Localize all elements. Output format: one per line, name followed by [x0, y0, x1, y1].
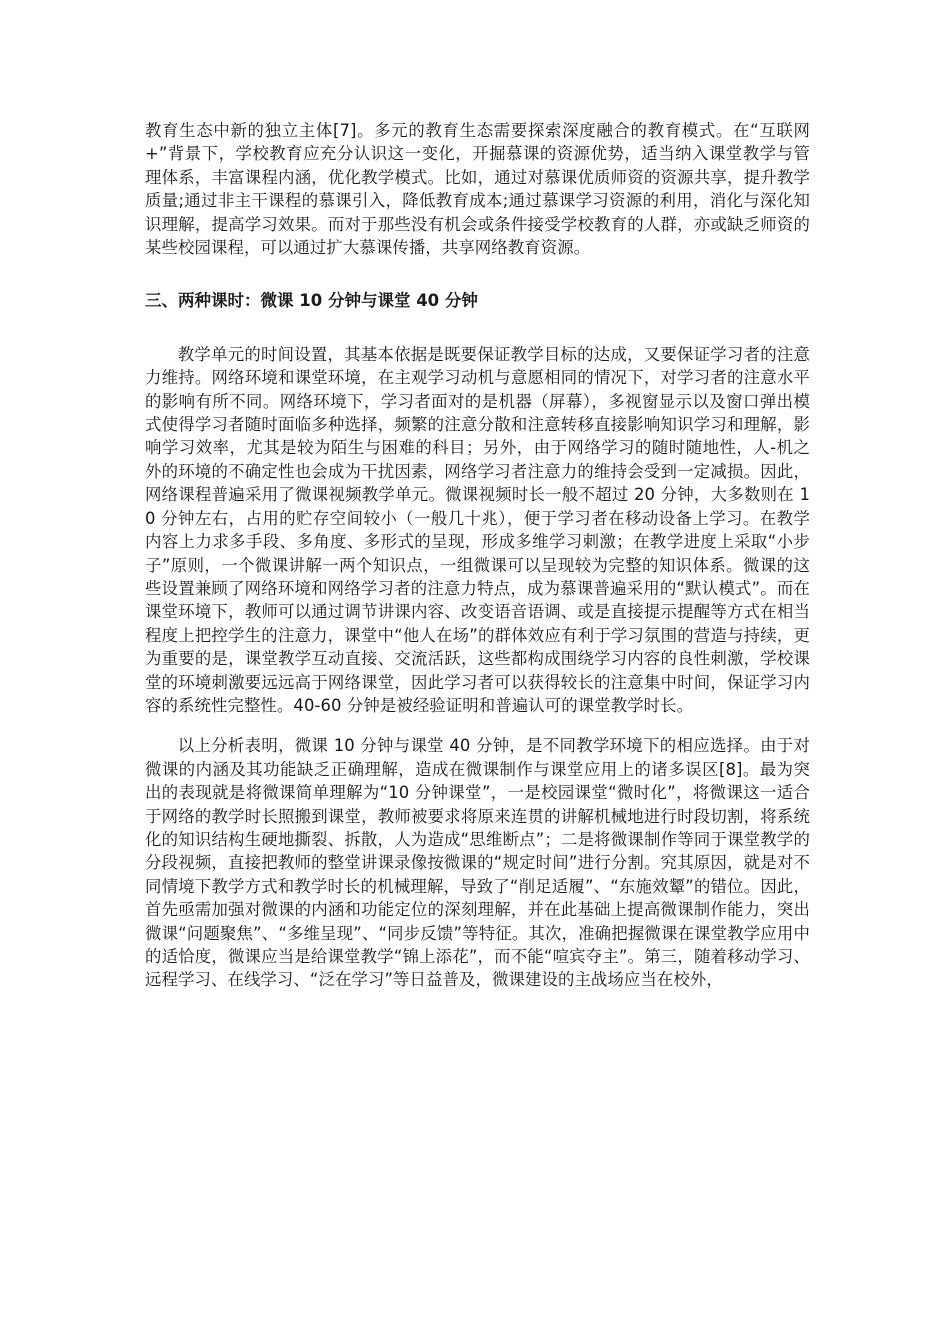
paragraph-ecosystem: 教育生态中新的独立主体[7]。多元的教育生态需要探索深度融合的教育模式。在“互联网+”背景下，学校教育应充分认识这一变化，开掘慕课的资源优势，适当纳入课堂教学与管理体系，丰富课程内涵，优化教学模式。比如，通过对慕课优质师资的资源共享，提升教学质量;通过非主干课程的慕课引入，降低教育成本;通过慕课学习资源的利用，消化与深化知识理解，提高学习效果。而对于那些没有机会或条件接受学校教育的人群，亦或缺乏师资的某些校园课程，可以通过扩大慕课传播，共享网络教育资源。	[145, 121, 810, 258]
paragraph-time-setting: 教学单元的时间设置，其基本依据是既要保证教学目标的达成，又要保证学习者的注意力维持。网络环境和课堂环境，在主观学习动机与意愿相同的情况下，对学习者的注意水平的影响有所不同。网络环境下，学习者面对的是机器（屏幕），多视窗显示以及窗口弹出模式使得学习者随时面临多种选择，频繁的注意分散和注意转移直接影响知识学习和理解，影响学习效率，尤其是较为陌生与困难的科目；另外，由于网络学习的随时随地性，人-机之外的环境的不确定性也会成为干扰因素，网络学习者注意力的维持会受到一定减损。因此，网络课程普遍采用了微课视频教学单元。微课视频时长一般不超过 20 分钟，大多数则在 10 分钟左右，占用的贮存空间较小（一般几十兆），便于学习者在移动设备上学习。在教学内容上力求多手段、多角度、多形式的呈现，形成多维学习刺激；在教学进度上采取“小步子”原则，一个微课讲解一两个知识点，一组微课可以呈现较为完整的知识体系。微课的这些设置兼顾了网络环境和网络学习者的注意力特点，成为慕课普遍采用的“默认模式”。而在课堂环境下，教师可以通过调节讲课内容、改变语音语调、或是直接提示提醒等方式在相当程度上把控学生的注意力，课堂中“他人在场”的群体效应有利于学习氛围的营造与持续，更为重要的是，课堂教学互动直接、交流活跃，这些都构成围绕学习内容的良性刺激，学校课堂的环境刺激要远远高于网络课堂，因此学习者可以获得较长的注意集中时间，保证学习内容的系统性完整性。40-60 分钟是被经验证明和普遍认可的课堂教学时长。	[145, 344, 810, 715]
document-body	[145, 119, 810, 992]
section-heading: 三、两种课时：微课 10 分钟与课堂 40 分钟	[145, 291, 478, 311]
paragraph-analysis: 以上分析表明，微课 10 分钟与课堂 40 分钟，是不同教学环境下的相应选择。由于对微课的内涵及其功能缺乏正确理解，造成在微课制作与课堂应用上的诸多误区[8]。最为突出的表现就是将微课简单理解为“10 分钟课堂”，一是校园课堂“微时化”，将微课这一适合于网络的教学时长照搬到课堂，教师被要求将原来连贯的讲解机械地进行时段切割，将系统化的知识结构生硬地撕裂、拆散，人为造成“思维断点”；二是将微课制作等同于课堂教学的分段视频，直接把教师的整堂讲课录像按微课的“规定时间”进行分割。究其原因，就是对不同情境下教学方式和教学时长的机械理解，导致了“削足适履”、“东施效颦”的错位。因此，首先亟需加强对微课的内涵和功能定位的深刻理解，并在此基础上提高微课制作能力，突出微课“问题聚焦”、“多维呈现”、“同步反馈”等特征。其次，准确把握微课在课堂教学应用中的适恰度，微课应当是给课堂教学“锦上添花”，而不能“喧宾夺主”。第三，随着移动学习、远程学习、在线学习、“泛在学习”等日益普及，微课建设的主战场应当在校外，	[145, 736, 810, 990]
